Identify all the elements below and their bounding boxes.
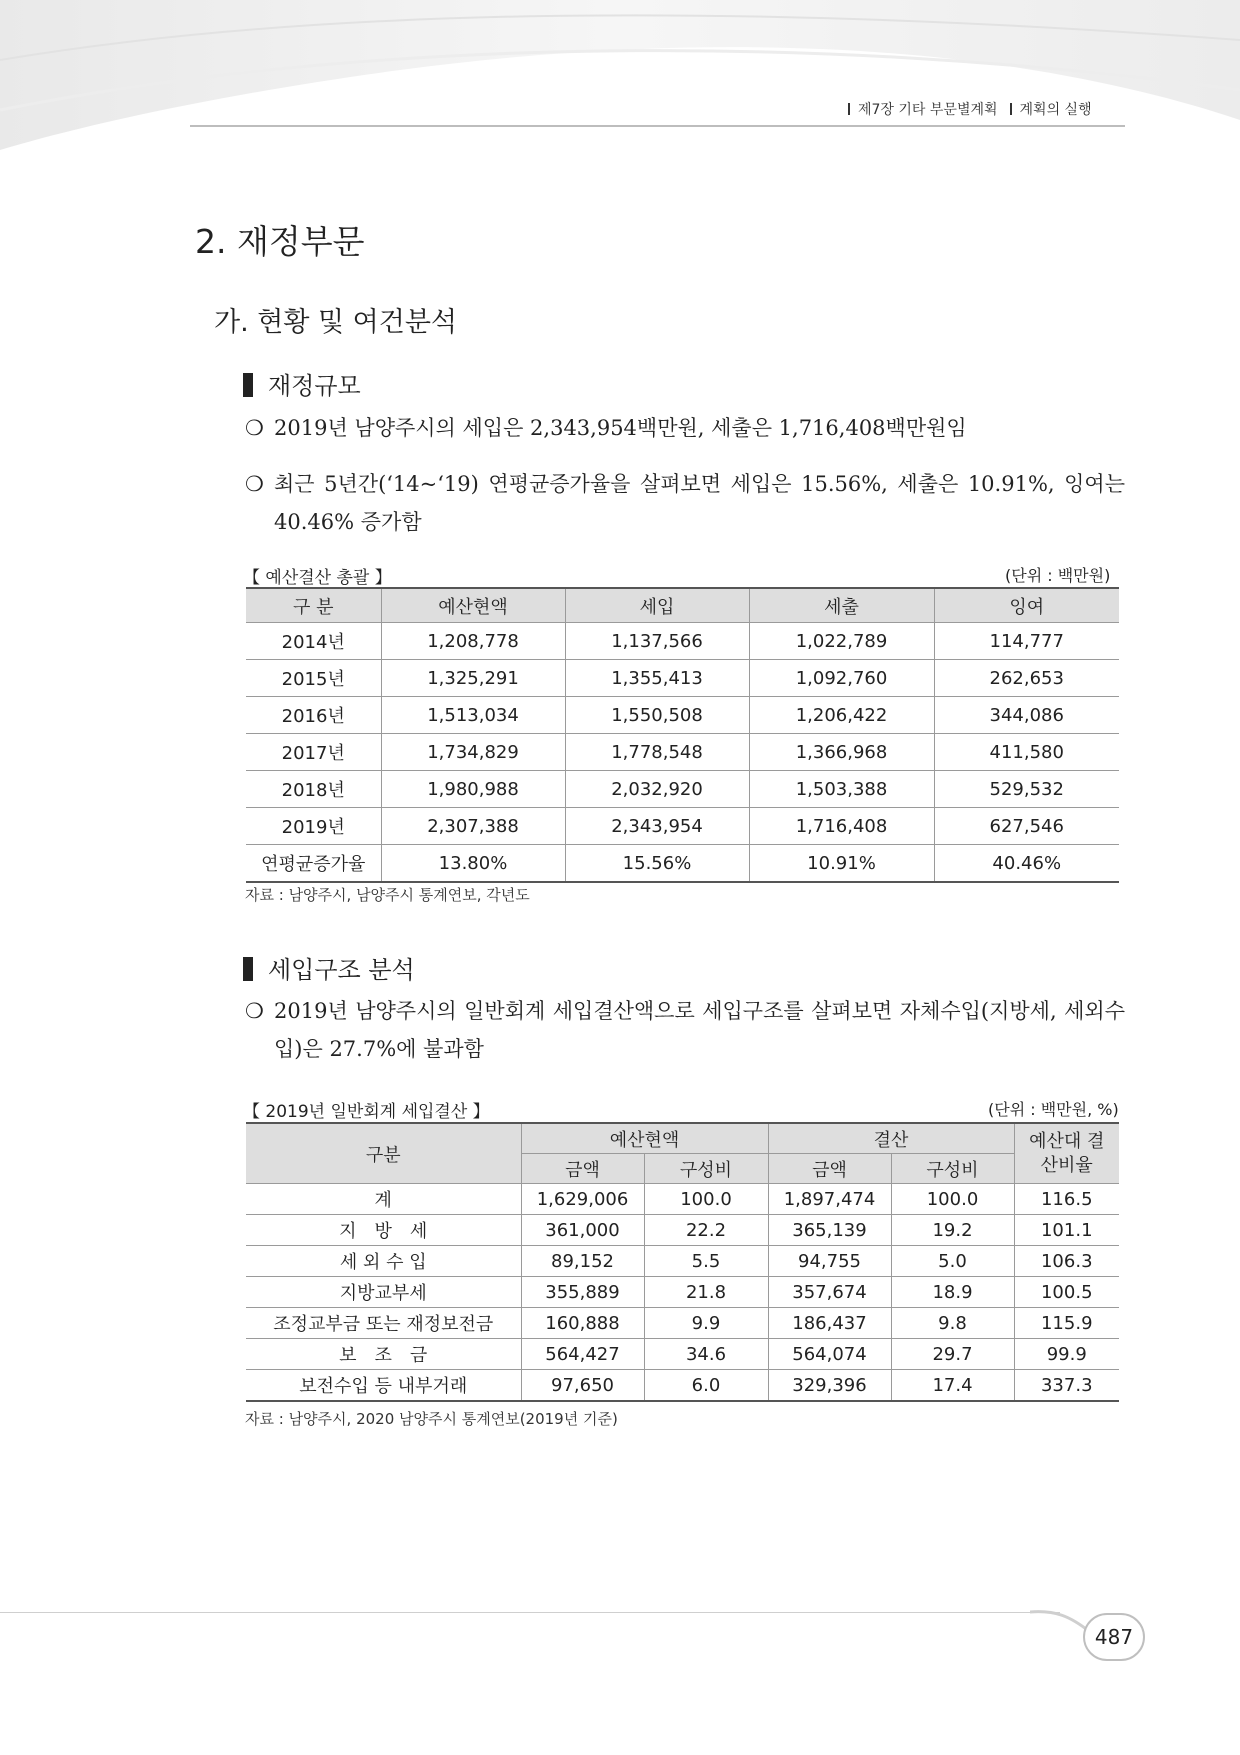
table-cell: 1,629,006 bbox=[521, 1184, 644, 1215]
column-header: 결산 bbox=[768, 1123, 1014, 1154]
breadcrumb-chapter: 제7장 기타 부문별계획 bbox=[858, 102, 998, 118]
table-cell: 보전수입 등 내부거래 bbox=[246, 1370, 521, 1402]
page-title: 2. 재정부문 bbox=[195, 222, 365, 261]
table-cell: 13.80% bbox=[381, 845, 565, 883]
table-cell: 5.0 bbox=[891, 1246, 1014, 1277]
column-subheader: 금액 bbox=[521, 1154, 644, 1184]
heading-marker bbox=[243, 957, 253, 981]
table-cell: 365,139 bbox=[768, 1215, 891, 1246]
table-unit: (단위 : 백만원) bbox=[1005, 566, 1111, 585]
table-cell: 411,580 bbox=[934, 734, 1119, 771]
table-cell: 2017년 bbox=[246, 734, 381, 771]
section-subtitle: 가. 현황 및 여건분석 bbox=[214, 307, 457, 338]
table-cell: 1,137,566 bbox=[565, 623, 749, 660]
table-cell: 15.56% bbox=[565, 845, 749, 883]
table-cell: 34.6 bbox=[644, 1339, 768, 1370]
table-row bbox=[246, 1246, 1119, 1277]
table-cell: 1,325,291 bbox=[381, 660, 565, 697]
footer-divider bbox=[0, 1612, 1060, 1613]
table-cell: 2,343,954 bbox=[565, 808, 749, 845]
table-row bbox=[246, 734, 1119, 771]
table-row bbox=[246, 1308, 1119, 1339]
table-cell: 114,777 bbox=[934, 623, 1119, 660]
column-header: 구분 bbox=[246, 1123, 521, 1184]
bullet-circle-icon: ❍ bbox=[245, 416, 264, 440]
table-unit: (단위 : 백만원, %) bbox=[988, 1100, 1119, 1119]
table-cell: 529,532 bbox=[934, 771, 1119, 808]
bullet-item bbox=[245, 465, 1125, 541]
column-header: 예산현액 bbox=[381, 588, 565, 623]
table-row bbox=[246, 1184, 1119, 1215]
table-cell: 조정교부금 또는 재정보전금 bbox=[246, 1308, 521, 1339]
bullet-circle-icon: ❍ bbox=[245, 472, 264, 496]
table-cell: 1,355,413 bbox=[565, 660, 749, 697]
column-header: 예산현액 bbox=[521, 1123, 768, 1154]
table-cell: 1,734,829 bbox=[381, 734, 565, 771]
table-source: 자료 : 남양주시, 남양주시 통계연보, 각년도 bbox=[245, 886, 530, 904]
table-cell: 2,032,920 bbox=[565, 771, 749, 808]
bullet-circle-icon: ❍ bbox=[245, 999, 264, 1023]
table-row bbox=[246, 845, 1119, 883]
table-cell: 89,152 bbox=[521, 1246, 644, 1277]
table-cell: 지방교부세 bbox=[246, 1277, 521, 1308]
section-heading-finance-scale bbox=[243, 366, 361, 401]
table-row bbox=[246, 771, 1119, 808]
table-source: 자료 : 남양주시, 2020 남양주시 통계연보(2019년 기준) bbox=[245, 1410, 618, 1428]
table-cell: 세 외 수 입 bbox=[246, 1246, 521, 1277]
table-cell: 100.5 bbox=[1014, 1277, 1119, 1308]
table-cell: 2014년 bbox=[246, 623, 381, 660]
table-cell: 115.9 bbox=[1014, 1308, 1119, 1339]
table-cell: 6.0 bbox=[644, 1370, 768, 1402]
table-cell: 지 방 세 bbox=[246, 1215, 521, 1246]
table-cell: 21.8 bbox=[644, 1277, 768, 1308]
table-cell: 329,396 bbox=[768, 1370, 891, 1402]
table-cell: 5.5 bbox=[644, 1246, 768, 1277]
table-cell: 19.2 bbox=[891, 1215, 1014, 1246]
table-cell: 1,716,408 bbox=[749, 808, 934, 845]
bullet-item bbox=[245, 409, 1125, 447]
table-cell: 2019년 bbox=[246, 808, 381, 845]
bullet-text: 2019년 남양주시의 세입은 2,343,954백만원, 세출은 1,716,408백만원임 bbox=[274, 416, 967, 440]
table-cell: 564,074 bbox=[768, 1339, 891, 1370]
heading-text: 세입구조 분석 bbox=[268, 956, 415, 984]
table-cell: 1,366,968 bbox=[749, 734, 934, 771]
table-cell: 337.3 bbox=[1014, 1370, 1119, 1402]
table-cell: 116.5 bbox=[1014, 1184, 1119, 1215]
column-header: 세입 bbox=[565, 588, 749, 623]
table-cell: 1,513,034 bbox=[381, 697, 565, 734]
table-cell: 357,674 bbox=[768, 1277, 891, 1308]
header-decoration bbox=[0, 0, 1240, 300]
table-cell: 9.9 bbox=[644, 1308, 768, 1339]
column-header: 예산대 결산비율 bbox=[1014, 1123, 1119, 1184]
table-cell: 1,208,778 bbox=[381, 623, 565, 660]
table-cell: 100.0 bbox=[891, 1184, 1014, 1215]
column-subheader: 구성비 bbox=[644, 1154, 768, 1184]
table-cell: 101.1 bbox=[1014, 1215, 1119, 1246]
breadcrumb-section: 계획의 실행 bbox=[1019, 102, 1092, 118]
breadcrumb-separator bbox=[848, 103, 850, 115]
column-header: 세출 bbox=[749, 588, 934, 623]
table-header-row bbox=[246, 1123, 1119, 1154]
table-cell: 344,086 bbox=[934, 697, 1119, 734]
heading-marker bbox=[243, 373, 253, 397]
bullet-text: 2019년 남양주시의 일반회계 세입결산액으로 세입구조를 살펴보면 자체수입(지방세, 세외수입)은 27.7%에 불과함 bbox=[274, 999, 1125, 1061]
table-cell: 106.3 bbox=[1014, 1246, 1119, 1277]
table-cell: 1,778,548 bbox=[565, 734, 749, 771]
table-row bbox=[246, 623, 1119, 660]
table-cell: 18.9 bbox=[891, 1277, 1014, 1308]
table-cell: 1,022,789 bbox=[749, 623, 934, 660]
column-header: 잉여 bbox=[934, 588, 1119, 623]
budget-summary-table bbox=[246, 587, 1119, 883]
table-cell: 계 bbox=[246, 1184, 521, 1215]
general-account-revenue-table bbox=[246, 1122, 1119, 1402]
table-cell: 2,307,388 bbox=[381, 808, 565, 845]
table-cell: 262,653 bbox=[934, 660, 1119, 697]
table-cell: 40.46% bbox=[934, 845, 1119, 883]
breadcrumb bbox=[848, 99, 1092, 119]
section-heading-revenue-structure bbox=[243, 950, 415, 985]
table-cell: 2015년 bbox=[246, 660, 381, 697]
column-subheader: 금액 bbox=[768, 1154, 891, 1184]
table-row bbox=[246, 697, 1119, 734]
table-cell: 연평균증가율 bbox=[246, 845, 381, 883]
table-caption: 【 예산결산 총괄 】 bbox=[243, 568, 392, 588]
column-header: 구 분 bbox=[246, 588, 381, 623]
breadcrumb-separator bbox=[1010, 103, 1012, 115]
table-cell: 361,000 bbox=[521, 1215, 644, 1246]
bullet-item bbox=[245, 992, 1125, 1068]
table-row bbox=[246, 660, 1119, 697]
table-cell: 9.8 bbox=[891, 1308, 1014, 1339]
table-row bbox=[246, 808, 1119, 845]
table-cell: 1,503,388 bbox=[749, 771, 934, 808]
column-subheader: 구성비 bbox=[891, 1154, 1014, 1184]
table-row bbox=[246, 1277, 1119, 1308]
table-cell: 1,550,508 bbox=[565, 697, 749, 734]
table-cell: 100.0 bbox=[644, 1184, 768, 1215]
table-cell: 10.91% bbox=[749, 845, 934, 883]
table-cell: 564,427 bbox=[521, 1339, 644, 1370]
heading-text: 재정규모 bbox=[268, 372, 361, 400]
table-caption: 【 2019년 일반회계 세입결산 】 bbox=[243, 1102, 490, 1122]
table-row bbox=[246, 1215, 1119, 1246]
page-number: 487 bbox=[1083, 1613, 1145, 1661]
table-cell: 1,980,988 bbox=[381, 771, 565, 808]
table-cell: 1,897,474 bbox=[768, 1184, 891, 1215]
table-header-row bbox=[246, 588, 1119, 623]
table-cell: 22.2 bbox=[644, 1215, 768, 1246]
table-cell: 1,206,422 bbox=[749, 697, 934, 734]
table-cell: 보 조 금 bbox=[246, 1339, 521, 1370]
table-cell: 355,889 bbox=[521, 1277, 644, 1308]
table-cell: 17.4 bbox=[891, 1370, 1014, 1402]
table-cell: 186,437 bbox=[768, 1308, 891, 1339]
header-divider bbox=[190, 125, 1125, 127]
table-cell: 2018년 bbox=[246, 771, 381, 808]
bullet-text: 최근 5년간(‘14~‘19) 연평균증가율을 살펴보면 세입은 15.56%, 세출은 10.91%, 잉여는 40.46% 증가함 bbox=[274, 472, 1125, 534]
table-row bbox=[246, 1339, 1119, 1370]
table-cell: 2016년 bbox=[246, 697, 381, 734]
table-row bbox=[246, 1370, 1119, 1402]
table-cell: 627,546 bbox=[934, 808, 1119, 845]
table-cell: 160,888 bbox=[521, 1308, 644, 1339]
table-cell: 99.9 bbox=[1014, 1339, 1119, 1370]
table-cell: 29.7 bbox=[891, 1339, 1014, 1370]
table-cell: 1,092,760 bbox=[749, 660, 934, 697]
table-cell: 97,650 bbox=[521, 1370, 644, 1402]
table-cell: 94,755 bbox=[768, 1246, 891, 1277]
